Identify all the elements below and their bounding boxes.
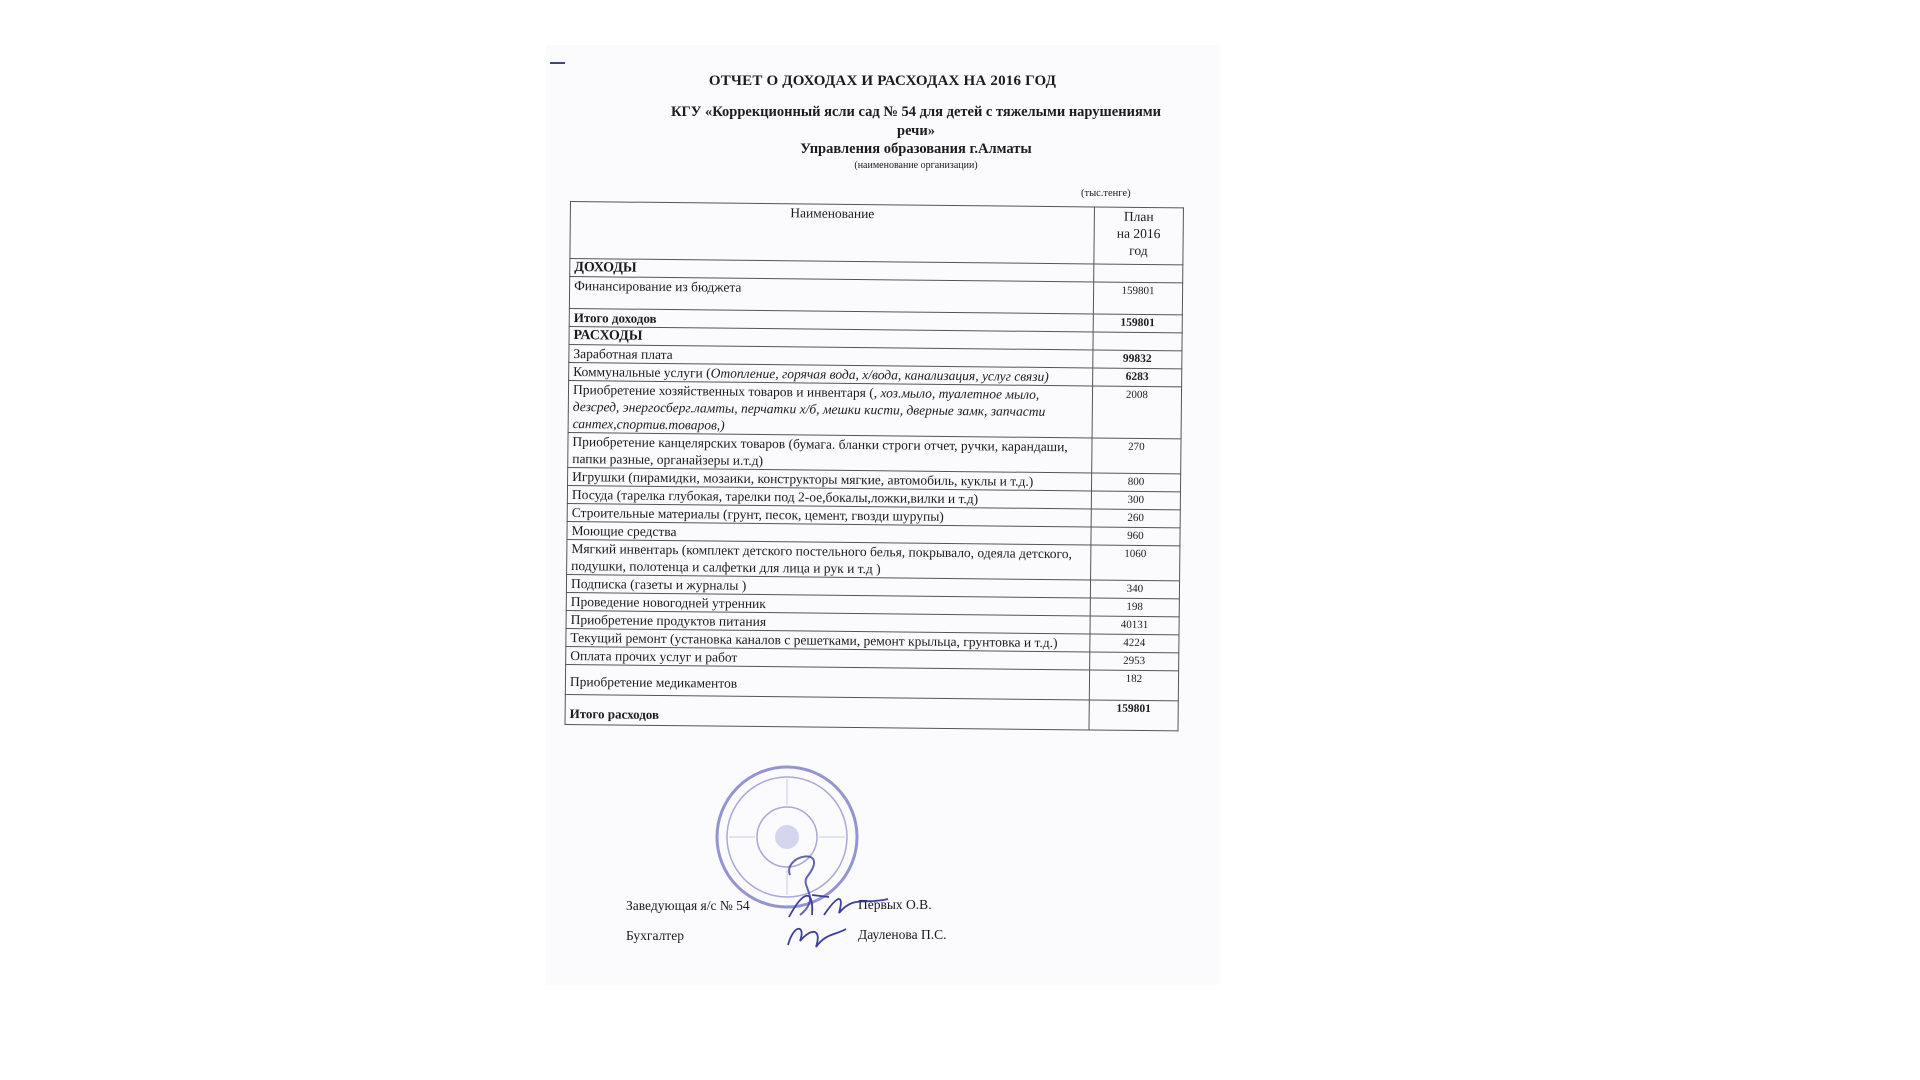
row-name: Строительные материалы (грунт, песок, цемент, гвозди шурупы) xyxy=(567,503,1091,526)
expense-total-value: 159801 xyxy=(1089,700,1178,731)
row-value: 340 xyxy=(1090,580,1179,599)
row-name: Посуда (тарелка глубокая, тарелки под 2-ое,бокалы,ложки,вилки и т.д) xyxy=(567,485,1091,508)
scan-mark xyxy=(550,62,565,64)
row-name: Приобретение продуктов питания xyxy=(566,610,1090,633)
row-name: Проведение новогодней утренник xyxy=(566,592,1090,615)
organization-department: Управления образования г.Алматы xyxy=(800,141,1032,157)
row-name: Приобретение канцелярских товаров (бумага. бланки строги отчет, ручки, карандаши, папки разные, органайзеры и.т.д) xyxy=(568,432,1092,472)
income-section-label: ДОХОДЫ xyxy=(570,259,1094,282)
row-value: 260 xyxy=(1091,509,1180,528)
report-table xyxy=(565,201,1184,731)
header-plan-line-2: на 2016 xyxy=(1116,225,1161,242)
row-value: 182 xyxy=(1089,670,1178,701)
row-value: 1060 xyxy=(1090,545,1180,581)
table-row xyxy=(568,432,1181,473)
organization-line-2: речи» xyxy=(897,123,935,139)
header-plan xyxy=(1094,207,1184,265)
table-header-row xyxy=(570,202,1184,265)
row-value: 159801 xyxy=(1093,282,1182,315)
row-value: 2008 xyxy=(1092,386,1182,439)
row-value: 960 xyxy=(1091,527,1180,546)
accountant-name: Дауленова П.С. xyxy=(858,927,947,942)
document-page xyxy=(546,45,1219,985)
accountant-title: Бухгалтер xyxy=(626,928,684,943)
currency-unit: (тыс.тенге) xyxy=(1081,188,1131,199)
organization-note: (наименование организации) xyxy=(854,160,978,171)
row-name: Мягкий инвентарь (комплект детского постельного белья, покрывало, одеяла детского, подушки, полотенца и салфетки для лица и рук и т.д ) xyxy=(567,539,1091,579)
row-value: 800 xyxy=(1091,473,1180,492)
row-name: Коммунальные услуги (Отопление, горячая вода, х/вода, канализация, услуг связи) xyxy=(569,362,1093,385)
row-name: Игрушки (пирамидки, мозаики, конструкторы мягкие, автомобиль, куклы и т.д.) xyxy=(568,467,1092,490)
income-total-value: 159801 xyxy=(1093,314,1182,333)
row-value: 2953 xyxy=(1089,652,1178,671)
row-value: 4224 xyxy=(1090,634,1179,653)
organization-line-1: КГУ «Коррекционный ясли сад № 54 для детей с тяжелыми нарушениями xyxy=(670,104,1162,120)
header-name: Наименование xyxy=(570,202,1094,264)
row-value: 270 xyxy=(1092,438,1182,474)
expense-total-label: Итого расходов xyxy=(565,694,1089,729)
row-name: Финансирование из бюджета xyxy=(569,277,1093,314)
row-name: Приобретение медикаментов xyxy=(565,664,1089,699)
row-value: 198 xyxy=(1090,598,1179,617)
row-value: 40131 xyxy=(1090,616,1179,635)
row-name: Подписка (газеты и журналы ) xyxy=(566,574,1090,597)
row-name: Приобретение хозяйственных товаров и инвентаря (, хоз.мыло, туалетное мыло, дезсред, энергосберг.ламты, перчатки х/б, мешки кисти, дверные замк, запчасти сантех,спортив.товаров,) xyxy=(568,380,1092,437)
expense-section-label: РАСХОДЫ xyxy=(569,326,1093,349)
row-name: Текущий ремонт (установка каналов с решетками, ремонт крыльца, грунтовка и т.д.) xyxy=(566,628,1090,651)
report-title: ОТЧЕТ О ДОХОДАХ И РАСХОДАХ НА 2016 ГОД xyxy=(708,73,1057,89)
organization-name xyxy=(616,103,1216,141)
head-name: Первых О.В. xyxy=(858,897,932,912)
row-value: 99832 xyxy=(1093,350,1182,369)
head-title: Заведующая я/с № 54 xyxy=(626,898,750,913)
table-row xyxy=(568,380,1182,438)
row-name: Моющие средства xyxy=(567,521,1091,544)
income-total-label: Итого доходов xyxy=(569,308,1093,331)
header-plan-line-3: год xyxy=(1129,242,1148,259)
row-name: Заработная плата xyxy=(569,344,1093,367)
header-plan-line-1: План xyxy=(1123,208,1154,225)
row-name: Оплата прочих услуг и работ xyxy=(566,646,1090,669)
accountant-signature xyxy=(782,919,852,953)
table-row xyxy=(567,539,1180,580)
row-value: 6283 xyxy=(1092,368,1181,387)
row-value: 300 xyxy=(1091,491,1180,510)
expense-total-row xyxy=(565,694,1178,730)
